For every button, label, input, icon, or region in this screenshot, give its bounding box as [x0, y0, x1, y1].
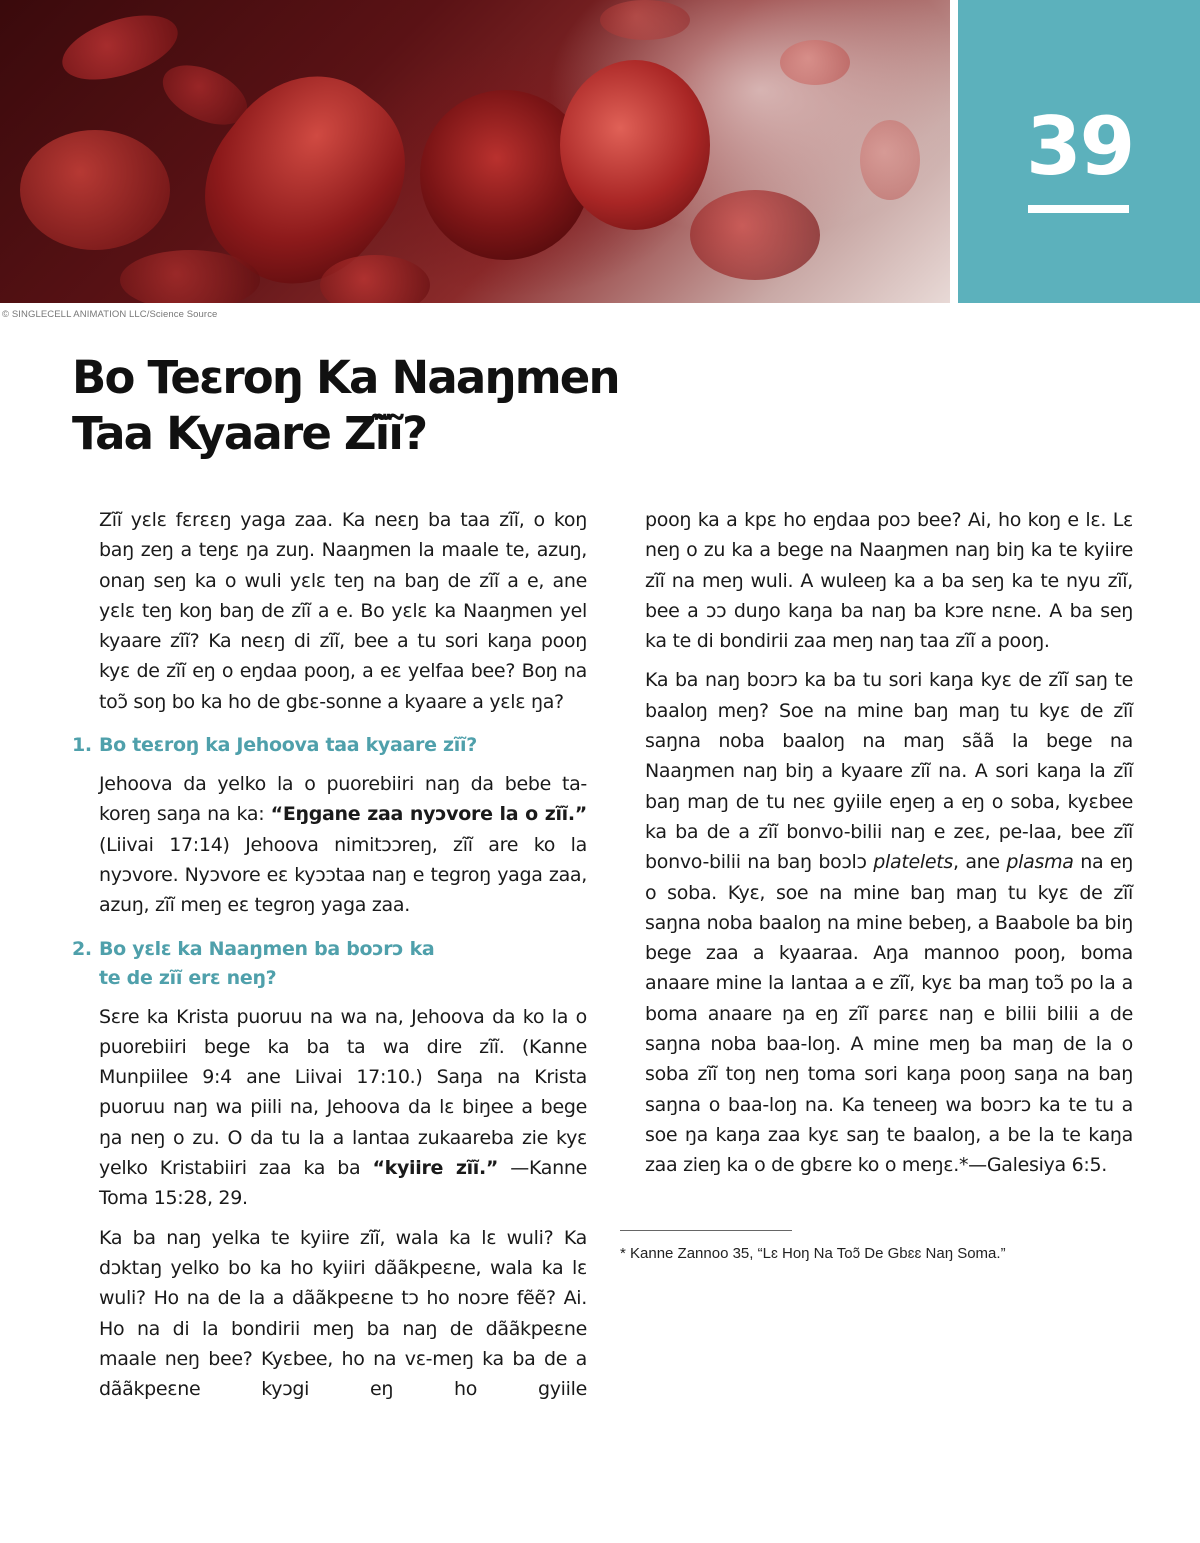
question-2-line-2: te de zĩĩ erɛ neŋ? [99, 966, 277, 989]
question-1 [72, 731, 586, 760]
paragraph-2-text-a: Sɛre ka Krista puoruu na wa na, Jehoova da ko la o puorebiiri bege ka ba ta wa dire zĩĩ. (Kanne Munpiilee 9:4 ane Liivai 17:10.) Saŋa na Krista puoruu naŋ wa piili na, Jehoova da lɛ biŋee a bege ŋa neŋ o zu. O da tu la a lantaa zukaareba zie kyɛ yelko Kristabiiri zaa ka ba [99, 1005, 587, 1180]
paragraph-3-continued: pooŋ ka a kpɛ ho eŋdaa poɔ bee? Ai, ho koŋ e lɛ. Lɛ neŋ o zu ka a bege na Naaŋmen naŋ biŋ ka te kyiire zĩĩ na meŋ wuli. A wuleeŋ ka a ba seŋ ka te nyu zĩĩ, bee a ɔɔ duŋo kaŋa ba naŋ ba kɔre nɛne. A ba seŋ ka te di bondirii zaa meŋ naŋ taa zĩĩ a pooŋ. [645, 509, 1133, 653]
question-1-text: Bo teɛroŋ ka Jehoova taa kyaare zĩĩ? [99, 734, 477, 757]
question-1-number: 1. [72, 734, 92, 757]
paragraph-4-italic-plasma: plasma [1006, 851, 1074, 874]
lesson-title [72, 350, 712, 462]
question-2 [72, 935, 586, 993]
paragraph-4-text-b: , ane [953, 851, 1007, 874]
paragraph-2 [99, 1002, 587, 1214]
footnote-divider [620, 1230, 792, 1231]
lesson-number-underline [1028, 205, 1129, 213]
paragraph-4-text-a: Ka ba naŋ boɔrɔ ka ba tu sori kaŋa kyɛ de zĩĩ saŋ te baaloŋ meŋ? Soe na mine baŋ maŋ tu kyɛ de zĩĩ saŋna noba baaloŋ na maŋ sãã la bege na Naaŋmen naŋ biŋ a kyaare zĩĩ na. A sori kaŋa la zĩĩ baŋ maŋ de tu neɛ gyiile eŋeŋ a eŋ o soba, kyɛbee ka ba de a zĩĩ bonvo-bilii naŋ e zeɛ, pe-laa, bee zĩĩ bonvo-bilii na baŋ boɔlɔ [645, 669, 1133, 874]
paragraph-1 [99, 769, 587, 920]
lesson-number: 39 [1026, 100, 1134, 193]
hero-image-red-blood-cells [0, 0, 950, 303]
image-credit: © SINGLECELL ANIMATION LLC/Science Source [2, 309, 218, 320]
paragraph-4 [645, 665, 1133, 1180]
paragraph-4-italic-platelets: platelets [873, 851, 954, 874]
paragraph-1-text-b: (Liivai 17:14) Jehoova nimitɔɔreŋ, zĩĩ are ko la nyɔvore. Nyɔvore eɛ kyɔɔtaa naŋ e tegroŋ yaga zaa, azuŋ, zĩĩ meŋ eɛ tegroŋ yaga zaa. [99, 833, 587, 917]
paragraph-2-text-b: —Kanne Toma 15:28, 29. [99, 1157, 587, 1210]
left-column [72, 505, 587, 1404]
paragraph-1-quote: “Eŋgane zaa nyɔvore la o zĩĩ.” [270, 803, 587, 826]
footnote: * Kanne Zannoo 35, “Lɛ Hoŋ Na Toɔ̃ De Gbɛɛ Naŋ Soma.” [620, 1245, 1006, 1262]
right-column [645, 505, 1133, 1190]
title-line-2: Taa Kyaare Zĩ̃ĩ? [72, 407, 427, 460]
paragraph-1-text-a: Jehoova da yelko la o puorebiiri naŋ da bebe ta-koreŋ saŋa na ka: [99, 773, 587, 826]
paragraph-4-text-c: na eŋ o soba. Kyɛ, soe na mine baŋ maŋ tu kyɛ de zĩĩ saŋna noba baaloŋ na mine bebeŋ, a Baabole ba biŋ bege zaa a kyaaraa. Aŋa mannoo pooŋ, boma anaare mine la lantaa a e zĩĩ, kyɛ ba maŋ toɔ̃ po la a boma anaare ŋa eŋ zĩĩ parɛɛ naŋ e bilii bilii a de saŋna noba baa-loŋ. A mine meŋ ba maŋ de la o soba zĩĩ toŋ neŋ toma sori kaŋa pooŋ saŋa na baŋ saŋna o baa-loŋ na. Ka teneeŋ wa boɔrɔ ka te tu a soe ŋa kaŋa zaa kyɛ saŋ te baaloŋ, a be la te kaŋa zaa zieŋ ka o de gbɛre ko o meŋɛ.*—Galesiya 6:5. [645, 851, 1133, 1177]
paragraph-2-quote: “kyiire zĩĩ.” [372, 1157, 499, 1180]
question-2-line-1: Bo yɛlɛ ka Naaŋmen ba boɔrɔ ka [99, 937, 435, 960]
intro-paragraph: Zĩĩ yɛlɛ fɛrɛɛŋ yaga zaa. Ka neɛŋ ba taa zĩĩ, o koŋ baŋ zeŋ a teŋɛ ŋa zuŋ. Naaŋmen la maale te, azuŋ, onaŋ seŋ ka o wuli yɛlɛ teŋ na baŋ de zĩĩ a e, ane yɛlɛ teŋ koŋ baŋ de zĩĩ a e. Bo yɛlɛ ka Naaŋmen yel kyaare zĩĩ? Ka neɛŋ di zĩĩ, bee a tu sori kaŋa pooŋ kyɛ de zĩĩ eŋ o eŋdaa pooŋ, a eɛ yelfaa bee? Boŋ na toɔ̃ soŋ bo ka ho de gbɛ-sonne a kyaare a yɛlɛ ŋa? [99, 509, 587, 713]
question-2-number: 2. [72, 937, 92, 960]
title-line-1: Bo Teɛroŋ Ka Naaŋmen [72, 351, 619, 404]
paragraph-3: Ka ba naŋ yelka te kyiire zĩĩ, wala ka lɛ wuli? Ka dɔktaŋ yelko bo ka ho kyiiri dããkpeɛne, wala ka lɛ wuli? Ho na de la a dããkpeɛne tɔ ho noɔre fẽẽ? Ai. Ho na di la bondirii meŋ ba naŋ de dããkpeɛne maale neŋ bee? Kyɛbee, ho na vɛ-meŋ ka ba de a dããkpeɛne kyɔgi eŋ ho gyiile [99, 1226, 587, 1401]
